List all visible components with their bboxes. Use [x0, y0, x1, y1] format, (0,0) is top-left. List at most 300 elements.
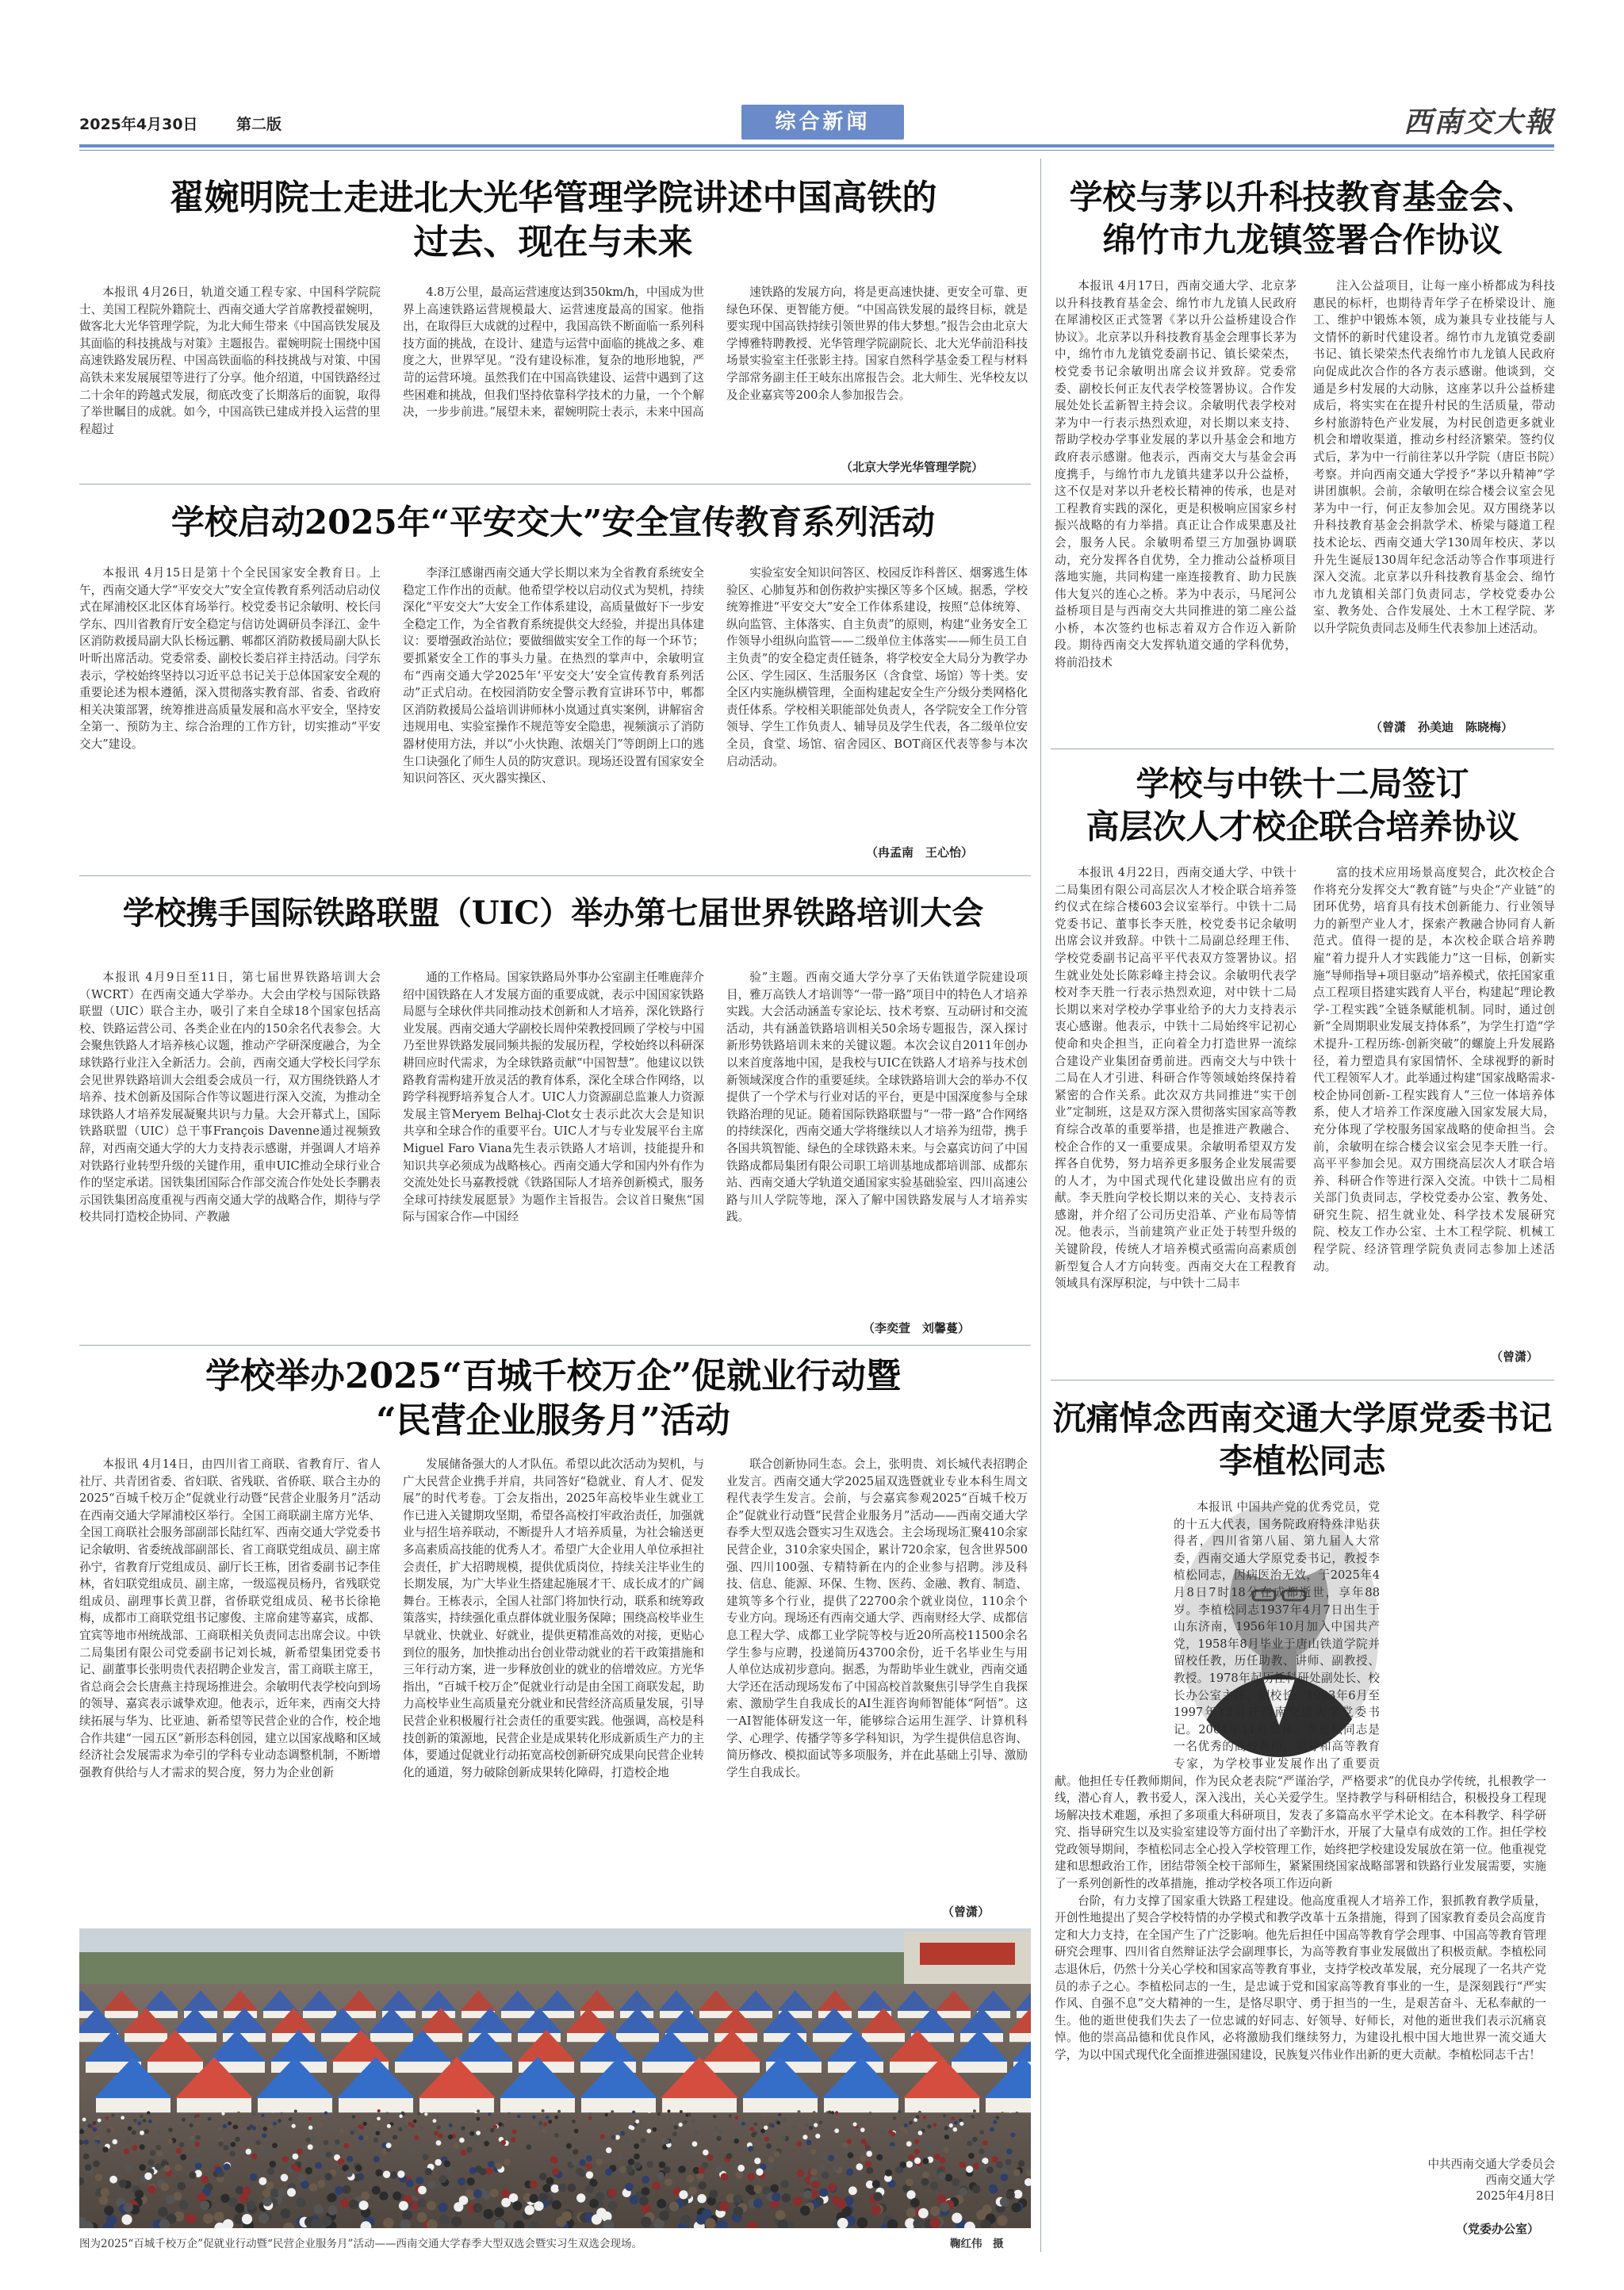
- crowd-person: [467, 2177, 475, 2185]
- article7-signature: [1313, 2157, 1555, 2204]
- crowd-person: [945, 2174, 953, 2182]
- crowd-person: [890, 2146, 895, 2151]
- crowd-person: [893, 2116, 897, 2120]
- crowd-person: [940, 2203, 949, 2212]
- crowd-person: [695, 2131, 699, 2135]
- crowd-person: [255, 2140, 261, 2146]
- crowd-person: [605, 2113, 608, 2116]
- tent-banner: [986, 2098, 1031, 2112]
- crowd-person: [934, 2154, 940, 2160]
- crowd-person: [848, 2186, 857, 2195]
- crowd-person: [93, 2121, 97, 2125]
- crowd-person: [954, 2121, 958, 2125]
- crowd-person: [866, 2167, 873, 2174]
- article-separator: [79, 1345, 1031, 1346]
- article7-byline: （党委办公室）: [1456, 2222, 1540, 2236]
- crowd-person: [972, 2137, 977, 2142]
- crowd-person: [806, 2140, 812, 2146]
- crowd-person: [139, 2164, 146, 2171]
- crowd-person: [308, 2126, 312, 2130]
- crowd-person: [399, 2201, 408, 2211]
- crowd-person: [270, 2161, 277, 2168]
- crowd-person: [979, 2162, 986, 2169]
- crowd-person: [368, 2120, 372, 2123]
- crowd-person: [246, 2149, 251, 2154]
- crowd-person: [373, 2138, 378, 2143]
- tent-banner: [501, 2011, 534, 2018]
- crowd-person: [223, 2124, 227, 2128]
- crowd-person: [1000, 2197, 1009, 2207]
- crowd-person: [929, 2218, 940, 2229]
- crowd-person: [867, 2139, 872, 2145]
- crowd-person: [237, 2112, 240, 2115]
- crowd-person: [959, 2162, 967, 2169]
- crowd-person: [387, 2114, 390, 2117]
- crowd-person: [311, 2136, 316, 2141]
- crowd-person: [702, 2209, 712, 2219]
- paragraph: 4.8万公里，最高运营速度达到350km/h，中国成为世界上高速铁路运营规模最大、运营速度最高的国家。他指出，在取得巨大成就的过程中，我国高铁不断面临一系列科技方面的挑战，在设计、建造与运营中面临的挑战之多、难度之大，世界罕见。“没有建设标准，复杂的地形地貌，严苛的运营环境。虽然我们在中国高铁建设、运营中遇到了这些困难和挑战，但我们坚持依靠科学技术的力量，一个个解决，一步步前进。”展望未来，翟婉明院士表示，未来中国高: [403, 285, 704, 419]
- crowd-person: [293, 2154, 299, 2160]
- crowd-person: [842, 2143, 848, 2148]
- crowd-person: [927, 2144, 933, 2150]
- crowd-person: [542, 2185, 551, 2193]
- crowd-person: [469, 2131, 474, 2136]
- crowd-person: [200, 2200, 209, 2210]
- crowd-person: [189, 2172, 196, 2179]
- crowd-person: [880, 2130, 885, 2135]
- crowd-person: [930, 2206, 940, 2216]
- crowd-person: [904, 2123, 908, 2127]
- crowd-person: [326, 2152, 332, 2158]
- crowd-person: [484, 2141, 489, 2146]
- paragraph: 台阶，有力支撑了国家重大铁路工程建设。他高度重视人才培养工作，狠抓教育教学质量，开创性地提出了契合学校特情的办学模式和教学改革十五条措施，得到了国家教育委员会高度肯定和大力支持，在全国产生了广泛影响。他先后担任中国高等教育学会理事、中国高等教育管理研究会理事、四川省自然辩证法学会副理事长，为高等教育事业发展做出了积极贡献。李植松同志退休后，仍然十分关心学校和国家高等教育事业，支持学校改革发展，充分展现了一名共产党员的赤子之心。李植松同志的一生，是忠诚于党和国家高等教育事业的一生，是深刻践行“严实作风、自强不息”交大精神的一生，是恪尽职守、勇于担当的一生，是艰苦奋斗、无私奉献的一生。他的逝世使我们失去了一位忠诚的好同志、好领导、好师长，对他的逝世我们表示沉痛哀悼。他的崇高品德和优良作风，必将激励我们继续努力，为建设扎根中国大地世界一流交通大学，为以中国式现代化全面推进强国建设，民族复兴伟业作出新的更大贡献。李植松同志千古！: [1055, 1894, 1546, 2062]
- article6-byline: （曾潇）: [1491, 1350, 1539, 1364]
- crowd-person: [425, 2168, 432, 2175]
- crowd-person: [476, 2131, 481, 2135]
- crowd-person: [125, 2137, 130, 2142]
- crowd-person: [349, 2200, 358, 2209]
- crowd-person: [488, 2161, 495, 2168]
- crowd-person: [774, 2151, 780, 2158]
- crowd-person: [860, 2127, 865, 2132]
- crowd-person: [922, 2158, 929, 2164]
- article3-col1: [79, 969, 381, 1337]
- crowd-person: [417, 2112, 420, 2116]
- crowd-person: [335, 2186, 343, 2195]
- headline-line: 过去、现在与未来: [413, 222, 693, 263]
- tent-banner: [824, 2098, 898, 2112]
- crowd-person: [1015, 2112, 1018, 2115]
- crowd-person: [1001, 2112, 1004, 2115]
- crowd-person: [417, 2199, 427, 2208]
- crowd-person: [140, 2144, 145, 2150]
- crowd-person: [927, 2124, 931, 2128]
- crowd-person: [542, 2109, 545, 2112]
- crowd-person: [231, 2142, 236, 2147]
- crowd-person: [990, 2127, 994, 2132]
- article-separator: [79, 875, 1031, 876]
- crowd-person: [190, 2123, 193, 2127]
- crowd-person: [561, 2211, 572, 2222]
- crowd-person: [828, 2111, 831, 2114]
- crowd-person: [588, 2112, 592, 2116]
- crowd-person: [585, 2185, 594, 2194]
- crowd-person: [494, 2208, 504, 2218]
- crowd-person: [630, 2196, 639, 2205]
- crowd-person: [424, 2112, 427, 2116]
- crowd-person: [918, 2111, 921, 2114]
- crowd-person: [414, 2135, 419, 2140]
- article-separator: [1051, 1380, 1554, 1381]
- crowd-person: [218, 2142, 224, 2147]
- crowd-person: [358, 2135, 363, 2140]
- crowd-person: [707, 2154, 714, 2161]
- tent-banner: [370, 2033, 413, 2042]
- signature-line: 西南交通大学: [1485, 2173, 1555, 2187]
- crowd-person: [272, 2143, 278, 2148]
- crowd-person: [500, 2140, 506, 2146]
- crowd-person: [833, 2164, 840, 2171]
- crowd-person: [221, 2112, 224, 2116]
- crowd-person: [436, 2140, 442, 2146]
- crowd-person: [496, 2162, 503, 2169]
- crowd-person: [987, 2150, 994, 2156]
- article7-headline: [1051, 1397, 1554, 1483]
- crowd-person: [709, 2190, 718, 2199]
- crowd-person: [465, 2189, 474, 2198]
- tent-banner: [124, 2033, 167, 2042]
- crowd-person: [673, 2125, 677, 2129]
- crowd-person: [543, 2123, 547, 2127]
- article4-headline: [79, 1354, 1027, 1444]
- crowd-person: [359, 2200, 369, 2210]
- paragraph: 本报讯 4月15日是第十个全民国家安全教育日。上午，西南交通大学“平安交大”安全宣传教育系列活动启动仪式在犀浦校区北区体育场举行。校党委书记余敏明、校长闫学东、四川省教育厅安全稳定与信访处调研员李泽江、金牛区消防救援局副大队长杨远鹏、郫都区消防救援局副大队长叶昕出席活动。党委常委、副校长娄启祥主持活动。闫学东表示，学校始终坚持以习近平总书记关于总体国家安全观的重要论述为根本遵循，深入贯彻落实教育部、省委、省政府相关决策部署，统筹推进高质量发展和高水平安全，坚持安全第一、预防为主、综合治理的工作方针，切实推动“平安交大”建设。: [79, 566, 381, 751]
- crowd-person: [748, 2146, 753, 2151]
- article1-byline: （北京大学光华管理学院）: [841, 460, 984, 474]
- crowd-person: [866, 2150, 872, 2157]
- crowd-person: [322, 2116, 326, 2120]
- crowd-person: [412, 2141, 418, 2146]
- crowd-person: [634, 2162, 642, 2169]
- crowd-person: [697, 2194, 706, 2203]
- crowd-person: [768, 2157, 775, 2163]
- crowd-person: [891, 2131, 895, 2136]
- crowd-person: [608, 2201, 618, 2211]
- crowd-person: [282, 2156, 289, 2162]
- headline-line: 学校与中铁十二局签订: [1136, 764, 1469, 803]
- crowd-person: [618, 2154, 624, 2160]
- crowd-person: [439, 2175, 447, 2183]
- crowd-person: [315, 2162, 322, 2169]
- crowd-person: [301, 2181, 308, 2189]
- crowd-person: [113, 2139, 118, 2145]
- crowd-person: [532, 2122, 536, 2126]
- tent-banner: [105, 2011, 138, 2018]
- crowd-person: [753, 2199, 763, 2208]
- crowd-person: [363, 2122, 367, 2126]
- crowd-person: [490, 2128, 495, 2133]
- crowd-person: [628, 2158, 634, 2165]
- crowd-person: [85, 2164, 92, 2171]
- crowd-person: [716, 2136, 721, 2141]
- crowd-person: [557, 2110, 561, 2113]
- crowd-person: [821, 2154, 827, 2161]
- crowd-person: [554, 2116, 558, 2120]
- crowd-person: [772, 2192, 780, 2201]
- paragraph: 本报讯 4月22日，西南交通大学、中铁十二局集团有限公司高层次人才校企联合培养签约仪式在综合楼603会议室举行。中铁十二局党委书记、董事长李天胜，校党委书记余敏明出席会议并致辞。中铁十二局副总经理王伟、学校党委副书记高平平代表双方签署协议。招生就业处处长陈彩峰主持会议。余敏明代表学校对李天胜一行表示热烈欢迎，对中铁十二局长期以来对学校办学事业给予的大力支持表示衷心感谢。他表示，中铁十二局始终牢记初心使命和央企担当，正向着全力打造世界一流综合建设产业集团奋勇前进。西南交大与中铁十二局在人才引进、科研合作等领域始终保持着紧密的合作关系。此次双方共同推进“实干创业”定制班，这是双方深入贯彻落实国家高等教育综合改革的重要举措，也是推进产教融合、校企合作的又一重要成果。余敏明希望双方发挥各自优势，努力培养更多服务企业发展需要的人才，为中国式现代化建设做出应有的贡献。李天胜向学校长期以来的关心、支持表示感谢，并介绍了公司历史沿革、产业布局等情况。他表示，当前建筑产业正处于转型升级的关键阶段，传统人才培养模式亟需向高素质创新型复合人才方向转变。西南交大在工程教育领域具有深厚积淀，与中铁十二局丰: [1055, 866, 1297, 1291]
- crowd-person: [482, 2191, 491, 2200]
- crowd-person: [679, 2123, 683, 2127]
- crowd-person: [764, 2136, 769, 2141]
- crowd-person: [729, 2114, 732, 2117]
- crowd-person: [176, 2148, 182, 2154]
- article4-col3: [726, 1456, 1028, 1901]
- crowd-person: [417, 2212, 427, 2223]
- crowd-person: [503, 2120, 507, 2123]
- crowd-person: [383, 2218, 394, 2228]
- crowd-person: [972, 2185, 981, 2194]
- crowd-person: [906, 2161, 914, 2168]
- crowd-person: [343, 2185, 351, 2194]
- crowd-person: [546, 2177, 554, 2185]
- crowd-person: [811, 2181, 819, 2189]
- crowd-person: [810, 2169, 818, 2176]
- crowd-person: [741, 2122, 745, 2126]
- issue-date: 2025年4月30日: [79, 116, 198, 133]
- crowd-person: [325, 2173, 333, 2181]
- headline-line: 学校举办2025“百城千校万企”促就业行动暨: [205, 1356, 902, 1396]
- tent-banner: [177, 2098, 251, 2112]
- crowd-person: [918, 2208, 929, 2219]
- crowd-person: [309, 2183, 318, 2192]
- crowd-person: [473, 2203, 482, 2212]
- crowd-person: [965, 2114, 968, 2117]
- crowd-person: [918, 2131, 923, 2135]
- article2-col1: [79, 565, 381, 866]
- crowd-person: [847, 2139, 852, 2144]
- crowd-person: [733, 2194, 742, 2203]
- crowd-person: [906, 2141, 912, 2146]
- crowd-person: [167, 2139, 173, 2145]
- tent-banner: [743, 2098, 818, 2112]
- crowd-person: [281, 2208, 291, 2219]
- crowd-person: [448, 2135, 453, 2139]
- crowd-person: [163, 2165, 170, 2172]
- article6-col1: [1055, 864, 1297, 1364]
- crowd-person: [157, 2150, 163, 2157]
- crowd-person: [438, 2134, 442, 2139]
- crowd-person: [766, 2163, 773, 2170]
- crowd-person: [182, 2118, 186, 2122]
- crowd-person: [428, 2181, 436, 2189]
- crowd-person: [828, 2183, 837, 2192]
- crowd-person: [128, 2127, 132, 2131]
- column-divider: [1040, 159, 1041, 2252]
- article4-byline: （曾潇）: [942, 1905, 990, 1919]
- crowd-person: [197, 2192, 206, 2201]
- tent-banner: [952, 2062, 1007, 2073]
- crowd-person: [943, 2114, 946, 2117]
- crowd-person: [361, 2192, 370, 2200]
- crowd-person: [178, 2200, 188, 2210]
- crowd-person: [853, 2122, 857, 2126]
- crowd-person: [508, 2112, 511, 2116]
- crowd-person: [550, 2116, 554, 2120]
- article1-col3: [726, 284, 1028, 455]
- crowd-person: [809, 2126, 813, 2130]
- crowd-person: [914, 2139, 920, 2145]
- crowd-person: [916, 2115, 920, 2119]
- crowd-person: [278, 2119, 282, 2123]
- crowd-person: [657, 2199, 666, 2208]
- crowd-person: [692, 2141, 698, 2146]
- crowd-person: [835, 2111, 838, 2114]
- job-fair-photo: [79, 1928, 1031, 2228]
- article5-byline: （曾潇 孙美迪 陈晓梅）: [1370, 720, 1514, 734]
- crowd-person: [967, 2141, 972, 2146]
- crowd-person: [782, 2193, 791, 2202]
- crowd-person: [922, 2172, 929, 2179]
- crowd-person: [753, 2185, 762, 2194]
- crowd-person: [104, 2206, 113, 2215]
- crowd-person: [991, 2156, 998, 2162]
- article3-byline: （李奕萱 刘馨蔓）: [863, 1321, 971, 1335]
- crowd-person: [906, 2178, 914, 2186]
- photo-caption: 图为2025“百城千校万企”促就业行动暨“民营企业服务月”活动——西南交通大学春季大型双选会暨实习生双选会现场。: [79, 2238, 642, 2250]
- crowd-person: [517, 2115, 520, 2118]
- crowd-person: [148, 2120, 152, 2123]
- article5-col2: [1313, 278, 1555, 712]
- crowd-person: [576, 2193, 585, 2202]
- crowd-person: [1010, 2133, 1015, 2138]
- headline-line: 高层次人才校企联合培养协议: [1086, 806, 1519, 846]
- paragraph: 本报讯 4月17日，西南交通大学、北京茅以升科技教育基金会、绵竹市九龙镇人民政府在犀浦校区正式签署《茅以升公益桥建设合作协议》。北京茅以升科技教育基金会理事长茅为中，绵竹市九龙镇党委副书记、镇长梁荣杰，校党委书记余敏明出席会议并致辞。党委常委、副校长何正友代表学校签署协议。合作发展处处长孟新智主持会议。余敏明代表学校对茅为中一行表示热烈欢迎，对长期以来支持、帮助学校办学事业发展的茅以升基金会和地方政府表示感谢。他表示，西南交大与基金会再度携手，与绵竹市九龙镇共建茅以升公益桥，这不仅是对茅以升老校长精神的传承，也是对工程教育实践的深化，更是积极响应国家乡村振兴战略的有力举措。真正让合作成果惠及社会，服务人民。余敏明希望三方加强协调联动，充分发挥各自优势，全力推动公益桥项目落地实施，共同构建一座连接教育、助力民族伟大复兴的连心之桥。茅为中表示，马尾河公益桥项目是与西南交大共同推进的第二座公益小桥，本次签约也标志着双方合作迈入新阶段。期待西南交大发挥轨道交通的学科优势，将前沿技术: [1055, 279, 1297, 670]
- crowd-person: [132, 2145, 137, 2150]
- crowd-person: [930, 2181, 938, 2189]
- tent-banner: [147, 2062, 203, 2073]
- crowd-person: [659, 2211, 669, 2221]
- crowd-person: [99, 2196, 109, 2205]
- crowd-person: [469, 2167, 477, 2174]
- crowd-person: [938, 2172, 946, 2180]
- crowd-person: [144, 2129, 149, 2134]
- crowd-person: [345, 2169, 352, 2177]
- tent-banner: [1009, 2033, 1031, 2042]
- crowd-person: [338, 2158, 344, 2165]
- tent-banner: [419, 2098, 494, 2112]
- crowd-person: [1011, 2203, 1021, 2212]
- crowd-person: [340, 2198, 350, 2208]
- crowd-person: [792, 2125, 796, 2129]
- crowd-person: [155, 2163, 162, 2170]
- crowd-person: [860, 2155, 866, 2162]
- article6-col2: [1313, 864, 1555, 1337]
- crowd-person: [846, 2169, 853, 2176]
- crowd-person: [571, 2159, 577, 2166]
- crowd-person: [297, 2148, 302, 2154]
- crowd-person: [305, 2167, 312, 2174]
- crowd-person: [641, 2217, 651, 2227]
- crowd-person: [914, 2149, 921, 2155]
- crowd-person: [813, 2111, 816, 2114]
- tent-banner: [662, 2098, 737, 2112]
- crowd-person: [552, 2168, 559, 2175]
- crowd-person: [98, 2119, 102, 2123]
- crowd-person: [393, 2135, 397, 2139]
- crowd-person: [214, 2211, 224, 2222]
- crowd-person: [659, 2162, 666, 2169]
- crowd-person: [815, 2134, 820, 2139]
- crowd-person: [596, 2208, 607, 2218]
- article2-col3: [726, 565, 1028, 847]
- crowd-person: [995, 2116, 999, 2120]
- crowd-person: [324, 2140, 329, 2146]
- crowd-person: [433, 2119, 437, 2123]
- article2-headline: 学校启动2025年“平安交大”安全宣传教育系列活动: [170, 503, 936, 542]
- crowd-person: [512, 2201, 522, 2211]
- crowd-person: [259, 2126, 262, 2130]
- article1-headline: [79, 176, 1027, 266]
- crowd-person: [939, 2157, 945, 2163]
- crowd-person: [82, 2127, 86, 2131]
- crowd-person: [909, 2121, 913, 2125]
- crowd-person: [714, 2127, 719, 2131]
- crowd-person: [439, 2203, 448, 2212]
- crowd-person: [756, 2169, 763, 2176]
- crowd-person: [111, 2113, 114, 2116]
- crowd-person: [224, 2163, 231, 2170]
- crowd-person: [473, 2135, 477, 2140]
- crowd-person: [688, 2112, 691, 2116]
- crowd-person: [619, 2166, 626, 2173]
- crowd-person: [562, 2152, 569, 2158]
- crowd-person: [770, 2185, 779, 2193]
- crowd-person: [542, 2129, 547, 2134]
- newspaper-logo: 西南交大報: [1403, 105, 1554, 139]
- crowd-person: [95, 2135, 100, 2140]
- crowd-person: [568, 2184, 576, 2192]
- crowd-person: [953, 2127, 958, 2132]
- headline-line: 绵竹市九龙镇签署合作协议: [1102, 220, 1503, 259]
- crowd-person: [736, 2171, 743, 2178]
- crowd-person: [119, 2180, 127, 2188]
- crowd-person: [733, 2139, 739, 2144]
- crowd-person: [498, 2122, 502, 2126]
- article2-byline: （冉孟南 王心怡）: [866, 845, 974, 860]
- crowd-person: [959, 2188, 967, 2196]
- crowd-person: [439, 2215, 450, 2225]
- section-banner: 综合新闻: [741, 105, 904, 140]
- crowd-person: [737, 2165, 745, 2172]
- crowd-person: [93, 2161, 100, 2168]
- crowd-person: [979, 2149, 984, 2154]
- crowd-person: [168, 2127, 173, 2132]
- crowd-person: [679, 2190, 688, 2199]
- crowd-person: [802, 2135, 807, 2139]
- tent-banner: [96, 2098, 170, 2112]
- crowd-person: [413, 2120, 417, 2123]
- crowd-person: [558, 2184, 567, 2192]
- text-wrap-spacer-right: [1380, 1499, 1546, 1760]
- crowd-person: [857, 2218, 868, 2229]
- crowd-person: [82, 2118, 86, 2122]
- crowd-person: [411, 2123, 415, 2127]
- article1-col2: [403, 284, 704, 473]
- crowd-person: [539, 2173, 547, 2181]
- crowd-person: [596, 2158, 603, 2165]
- crowd-person: [166, 2195, 175, 2204]
- tent-banner: [500, 2098, 575, 2112]
